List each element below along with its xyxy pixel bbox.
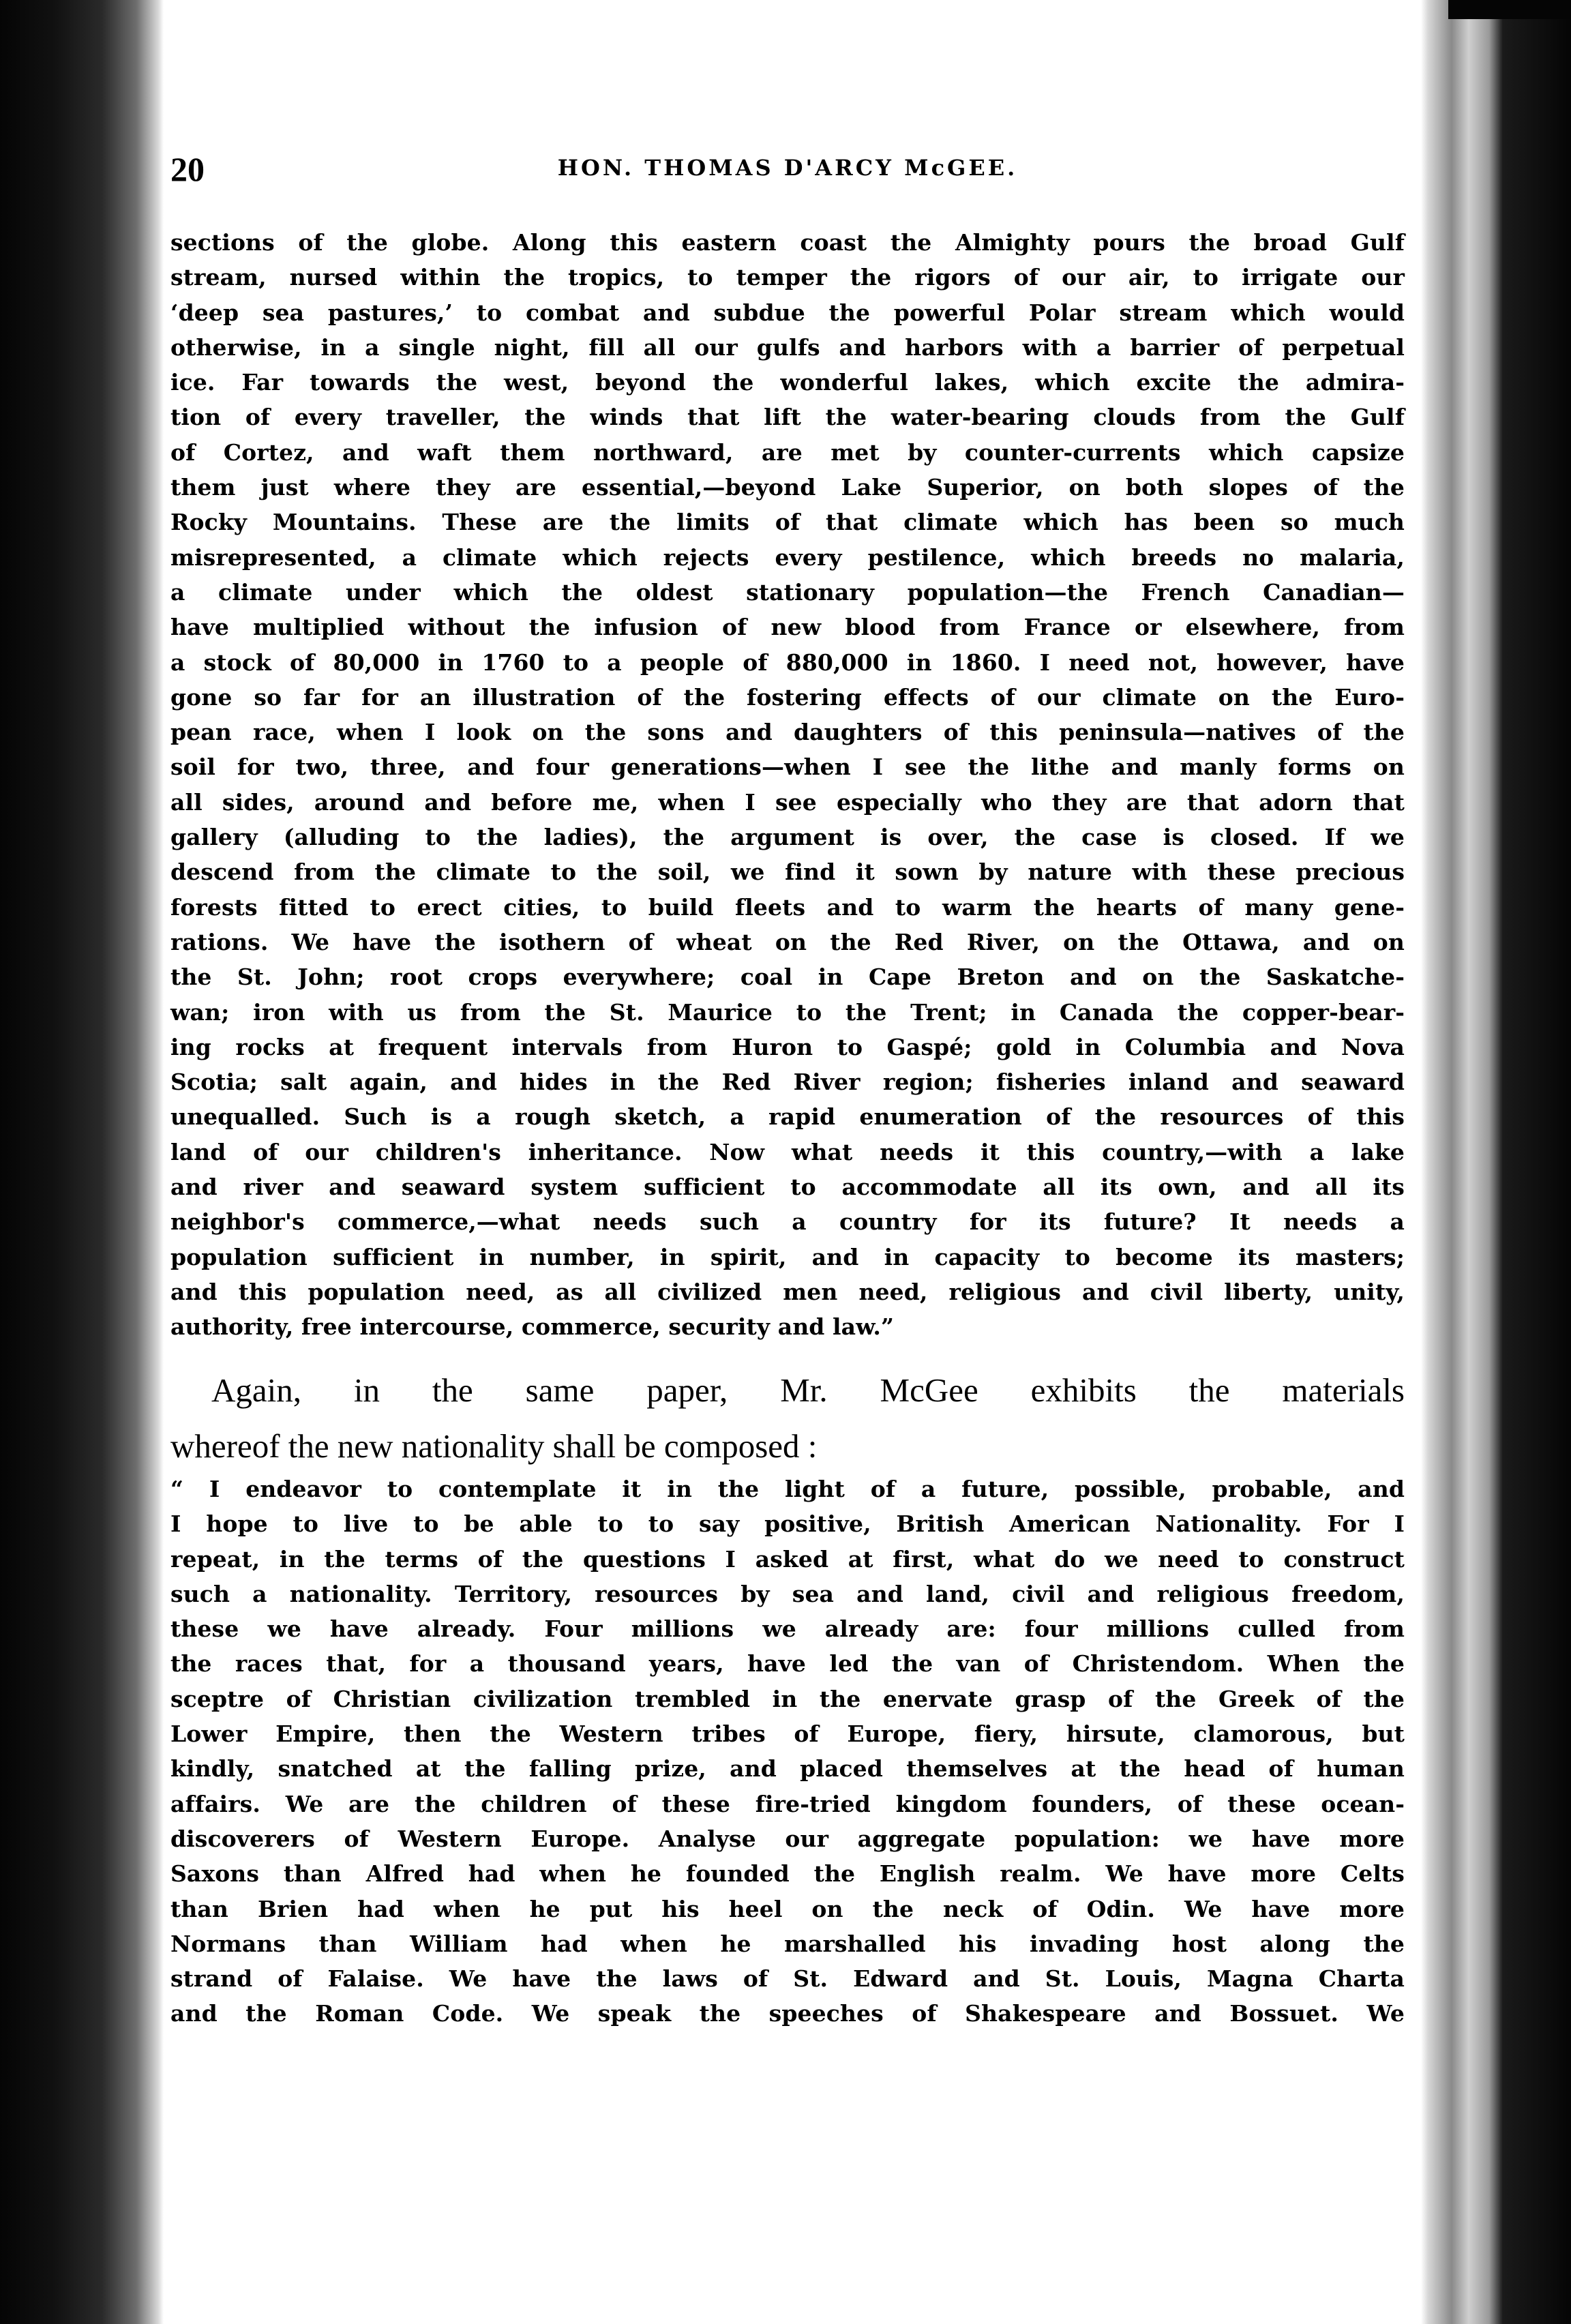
text-line: a stock of 80,000 in 1760 to a people of 880,000 in 1860. I need not, however, have	[170, 649, 1405, 676]
text-line: descend from the climate to the soil, we find it sown by nature with these precious	[170, 859, 1405, 886]
text-line: population sufficient in number, in spirit, and in capacity to become its masters;	[170, 1243, 1405, 1270]
text-line: ing rocks at frequent intervals from Huron to Gaspé; gold in Columbia and Nova	[170, 1033, 1405, 1060]
text-line: whereof the new nationality shall be composed :	[170, 1427, 818, 1465]
text-line: gallery (alluding to the ladies), the argument is over, the case is closed. If we	[170, 824, 1405, 851]
text-line: strand of Falaise. We have the laws of St. Edward and St. Louis, Magna Charta	[170, 1965, 1405, 1993]
text-line: kindly, snatched at the falling prize, and placed themselves at the head of human	[170, 1755, 1405, 1783]
text-line: misrepresented, a climate which rejects every pestilence, which breeds no malaria,	[170, 543, 1405, 571]
right-scan-border-top	[1448, 0, 1571, 19]
text-line: affairs. We are the children of these fire-tried kingdom founders, of these ocean-	[170, 1790, 1405, 1817]
text-line: a climate under which the oldest stationary population—the French Canadian—	[170, 578, 1405, 606]
text-line: ice. Far towards the west, beyond the wonderful lakes, which excite the admira-	[170, 369, 1405, 396]
text-line: forests fitted to erect cities, to build fleets and to warm the hearts of many gene-	[170, 893, 1405, 921]
intro-paragraph	[170, 1362, 1405, 1474]
text-line: and this population need, as all civilized men need, religious and civil liberty, unity,	[170, 1278, 1405, 1305]
text-line: authority, free intercourse, commerce, security and law.”	[170, 1313, 895, 1341]
text-line: and river and seaward system sufficient to accommodate all its own, and all its	[170, 1174, 1405, 1201]
right-scan-border	[1421, 0, 1571, 2324]
text-line: than Brien had when he put his heel on the neck of Odin. We have more	[170, 1895, 1405, 1922]
text-line: the races that, for a thousand years, have led the van of Christendom. When the	[170, 1650, 1405, 1678]
text-line: have multiplied without the infusion of new blood from France or elsewhere, from	[170, 614, 1405, 641]
text-line: the St. John; root crops everywhere; coal in Cape Breton and on the Saskatche-	[170, 964, 1405, 991]
quote-paragraph-2	[170, 1472, 1405, 2031]
text-line: neighbor's commerce,—what needs such a country for its future? It needs a	[170, 1208, 1405, 1236]
text-line: land of our children's inheritance. Now what needs it this country,—with a lake	[170, 1138, 1405, 1165]
text-line: unequalled. Such is a rough sketch, a rapid enumeration of the resources of this	[170, 1103, 1405, 1131]
text-line: of Cortez, and waft them northward, are met by counter-currents which capsize	[170, 438, 1405, 466]
text-line: repeat, in the terms of the questions I asked at first, what do we need to construct	[170, 1545, 1405, 1573]
text-line: I hope to live to be able to to say positive, British American Nationality. For I	[170, 1510, 1405, 1538]
text-line: stream, nursed within the tropics, to temper the rigors of our air, to irrigate our	[170, 264, 1405, 291]
text-line: Rocky Mountains. These are the limits of that climate which has been so much	[170, 509, 1405, 536]
text-line: Saxons than Alfred had when he founded the English realm. We have more Celts	[170, 1860, 1405, 1888]
text-line: Again, in the same paper, Mr. McGee exhibits the materials	[211, 1371, 1405, 1409]
text-line: wan; iron with us from the St. Maurice to the Trent; in Canada the copper-bear-	[170, 998, 1405, 1026]
text-line: sections of the globe. Along this eastern coast the Almighty pours the broad Gulf	[170, 229, 1405, 256]
page-number: 20	[170, 150, 205, 188]
text-line: them just where they are essential,—beyond Lake Superior, on both slopes of the	[170, 474, 1405, 501]
running-head	[170, 149, 1405, 190]
text-line: Lower Empire, then the Western tribes of Europe, fiery, hirsute, clamorous, but	[170, 1720, 1405, 1748]
quote-paragraph-1	[170, 225, 1405, 1345]
text-line: tion of every traveller, the winds that lift the water-bearing clouds from the Gulf	[170, 404, 1405, 431]
text-line: these we have already. Four millions we already are: four millions culled from	[170, 1615, 1405, 1643]
text-line: soil for two, three, and four generations—when I see the lithe and manly forms on	[170, 754, 1405, 781]
left-scan-border	[0, 0, 164, 2324]
text-line: and the Roman Code. We speak the speeches of Shakespeare and Bossuet. We	[170, 2000, 1405, 2027]
text-line: discoverers of Western Europe. Analyse our aggregate population: we have more	[170, 1825, 1405, 1852]
text-line: rations. We have the isothern of wheat on the Red River, on the Ottawa, and on	[170, 928, 1405, 955]
text-line: “ I endeavor to contemplate it in the light of a future, possible, probable, and	[170, 1476, 1405, 1502]
text-line: ‘deep sea pastures,’ to combat and subdue the powerful Polar stream which would	[170, 299, 1405, 326]
running-title: HON. THOMAS D'ARCY McGEE.	[557, 155, 1018, 181]
text-line: Scotia; salt again, and hides in the Red River region; fisheries inland and seaward	[170, 1069, 1405, 1096]
text-line: pean race, when I look on the sons and daughters of this peninsula—natives of the	[170, 719, 1405, 746]
text-line: otherwise, in a single night, fill all our gulfs and harbors with a barrier of perpetual	[170, 333, 1405, 361]
text-line: such a nationality. Territory, resources by sea and land, civil and religious freedom,	[170, 1580, 1405, 1607]
text-line: all sides, around and before me, when I see especially who they are that adorn that	[170, 788, 1405, 816]
text-line: sceptre of Christian civilization trembled in the enervate grasp of the Greek of the	[170, 1685, 1405, 1712]
text-line: gone so far for an illustration of the fostering effects of our climate on the Euro-	[170, 683, 1405, 711]
text-line: Normans than William had when he marshalled his invading host along the	[170, 1930, 1405, 1957]
